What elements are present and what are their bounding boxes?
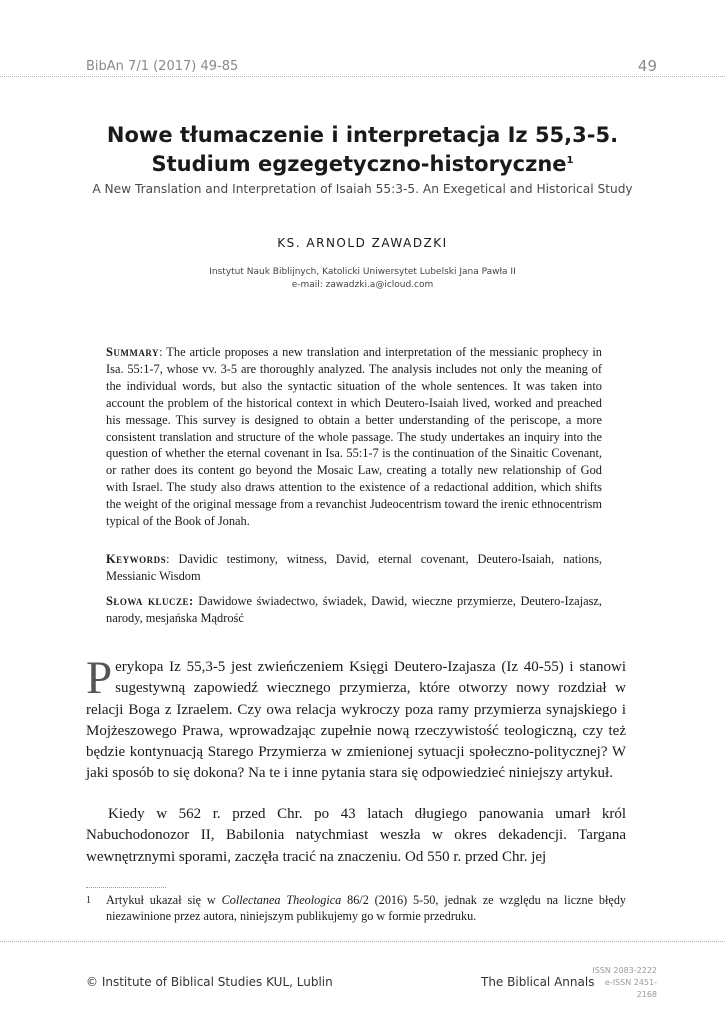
footnote-journal-title: Collectanea Theologica: [221, 893, 342, 907]
author-affiliation: [0, 266, 725, 292]
abstract-slowa-klucze: [106, 593, 602, 627]
footnote: [86, 893, 626, 924]
institution: Instytut Nauk Biblijnych, Katolicki Uniwersytet Lubelski Jana Pawła II: [209, 267, 516, 277]
author-email[interactable]: e-mail: zawadzki.a@icloud.com: [291, 280, 434, 290]
title-line-1: Nowe tłumaczenie i interpretacja Iz 55,3-5.: [106, 123, 619, 147]
article-subtitle: A New Translation and Interpretation of Isaiah 55:3-5. An Exegetical and Historical Study: [92, 182, 633, 196]
footnote-number: 1: [86, 895, 91, 906]
footnote-text-after: 86/2 (2016) 5-50, jednak ze względu na liczne błędy niezawinione przez autora, niniejszym publikujemy go w formie przedruku.: [106, 893, 627, 923]
body-paragraph-1: [86, 652, 626, 785]
footnote-text-before: Artykuł ukazał się w: [106, 893, 222, 907]
journal-citation: BibAn 7/1 (2017) 49-85: [86, 59, 239, 74]
author-name: KS. ARNOLD ZAWADZKI: [277, 236, 448, 250]
issn-block: [590, 965, 657, 1001]
summary-label: Summary: [106, 345, 160, 359]
footer-journal-name: The Biblical Annals: [481, 975, 595, 989]
slowa-label: Słowa klucze:: [106, 594, 194, 608]
footnote-text: [106, 893, 626, 924]
summary-text: : The article proposes a new translation and interpretation of the messianic prophecy in Isa. 55:1-7, whose vv. 3-5 are thoroughly analyzed. The analysis includes not only the meaning of the individual words, but also the syntactic situation of the whole sentences. It was taken into account the problem of the historical context in which Deutero-Isaiah lived, worked and preached his message. This survey is designed to obtain a better understanding of the periscope, a more consistent translation and structure of the whole passage. The study undertakes an inquiry into the question of whether the eternal covenant in Isa. 55:1-7 is the continuation of the Sinaitic Covenant, or rather does its content go beyond the Mosaic Law, creating a totally new relationship of God with Israel. The study also draws attention to the existence of a redactional addition, which shifts the weight of the original message from a revanchist Judeocentrism toward the irenic ethnocentrism typical of the Book of Jonah.: [106, 345, 602, 529]
title-footnote-marker[interactable]: 1: [566, 155, 574, 166]
header-divider: [0, 76, 725, 77]
keywords-text: : Davidic testimony, witness, David, eternal covenant, Deutero-Isaiah, nations, Messianic Wisdom: [106, 552, 602, 583]
title-line-2: Studium egzegetyczno-historyczne: [151, 152, 567, 176]
page-number: 49: [637, 57, 657, 75]
copyright-notice: © Institute of Biblical Studies KUL, Lublin: [86, 975, 333, 989]
body-paragraph-2: Kiedy w 562 r. przed Chr. po 43 latach długiego panowania umarł król Nabuchodonozor II, Babilonia natychmiast weszła w okres dekadencji. Targana wewnętrznymi sporami, zaczęła tracić na znaczeniu. Od 550 r. przed Chr. jej: [86, 806, 626, 865]
footnote-divider: [86, 887, 166, 888]
drop-cap: P: [86, 652, 113, 704]
slowa-text: Dawidowe świadectwo, świadek, Dawid, wieczne przymierze, Deutero-Izajasz, narody, mesjańska Mądrość: [106, 594, 602, 625]
abstract-summary: [106, 344, 602, 530]
issn: ISSN 2083-2222: [592, 966, 657, 975]
keywords-label: Keywords: [106, 552, 167, 566]
abstract-keywords: [106, 551, 602, 585]
footer-divider: [0, 941, 725, 942]
paragraph-1-text: erykopa Iz 55,3-5 jest zwieńczeniem Księgi Deutero-Izajasza (Iz 40-55) i stanowi sugestywną zapowiedź wiecznego przymierza, które otworzy nowy rozdział w relacji Boga z Izraelem. Czy owa relacja wykroczy poza ramy przymierza synajskiego i Mojżeszowego Prawa, wprowadzając zupełnie nową rzeczywistość teologiczną, czy też będzie kontynuacją Starego Przymierza w zmienionej sytuacji społeczno-politycznej? W jaki sposób to się dokona? Na te i inne pytania stara się odpowiedzieć niniejszy artykuł.: [86, 659, 626, 782]
eissn: e-ISSN 2451-2168: [604, 978, 657, 999]
article-title: [0, 122, 725, 177]
